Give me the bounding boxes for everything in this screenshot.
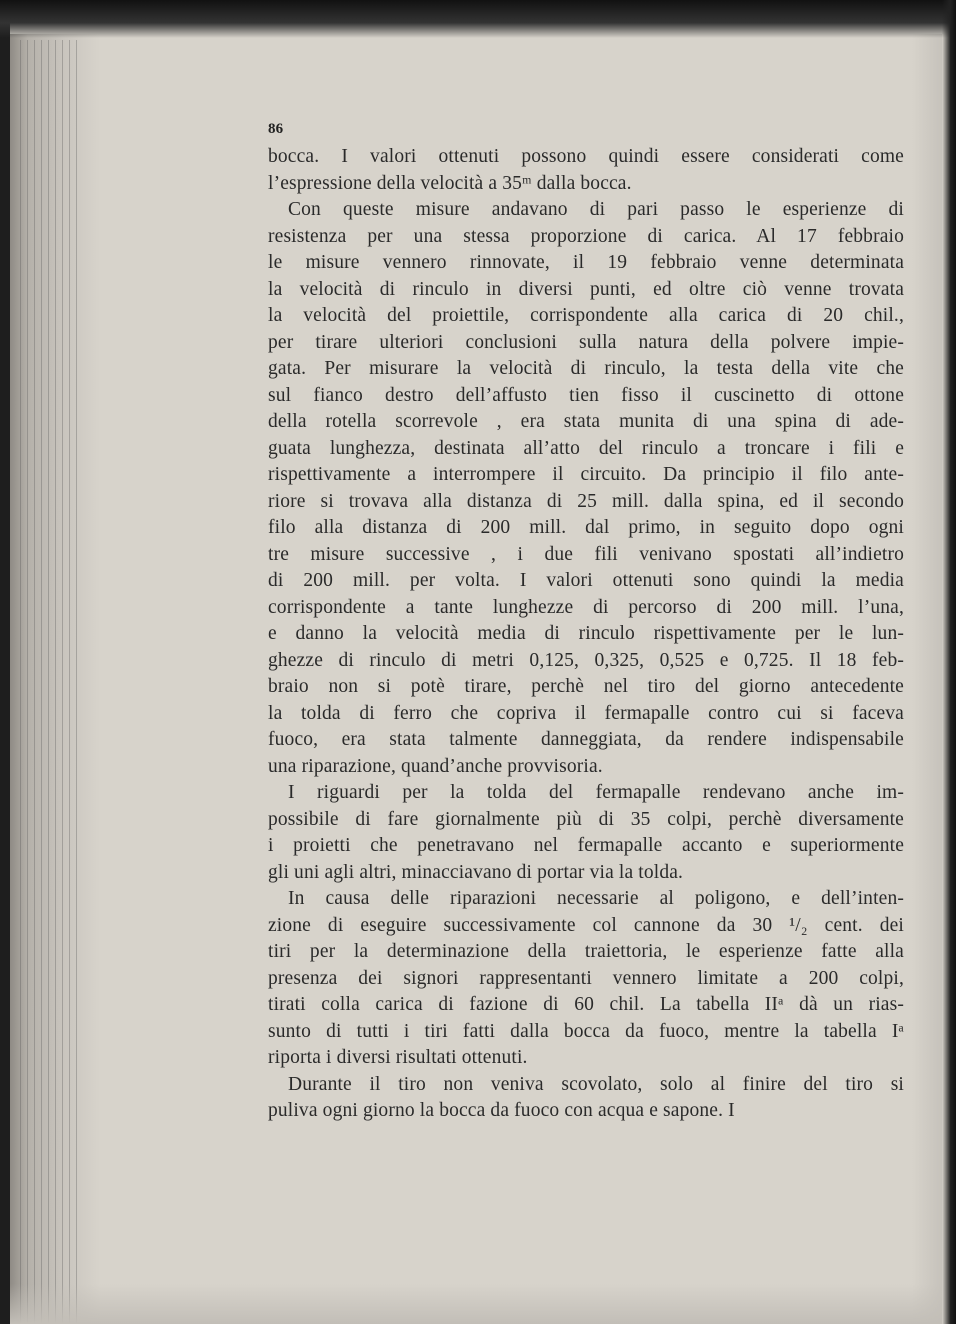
text-line: possibile di fare giornalmente più di 35 colpi, perchè diversamente [268, 808, 904, 830]
text-line: gata. Per misurare la velocità di rinculo, la testa della vite che [268, 358, 904, 379]
text-line: la velocità del proiettile, corrispondente alla carica di 20 chil., [268, 305, 904, 326]
scan-border-left [0, 0, 10, 1324]
text-line: braio non si potè tirare, perchè nel tiro del giorno antecedente [268, 676, 904, 697]
paragraphs [268, 144, 904, 1125]
text-line: bocca. I valori ottenuti possono quindi essere considerati come [268, 146, 904, 167]
text-line: per tirare ulteriori conclusioni sulla natura della polvere impie- [268, 331, 904, 353]
text-line: della rotella scorrevole , era stata munita di una spina di ade- [268, 411, 904, 432]
text-line: ghezze di rinculo di metri 0,125, 0,325, 0,525 e 0,725. Il 18 feb- [268, 649, 904, 671]
scan-border-right [942, 0, 956, 1324]
text-line: tiri per la determinazione della traiettoria, le esperienze fatte alla [268, 941, 904, 962]
text-line: rispettivamente a interrompere il circuito. Da principio il filo ante- [268, 464, 904, 485]
paragraph [268, 197, 904, 780]
text-line: I riguardi per la tolda del fermapalle rendevano anche im- [288, 782, 904, 803]
text-line: resistenza per una stessa proporzione di carica. Al 17 febbraio [268, 225, 904, 247]
text-line: l’espressione della velocità a 35ᵐ dalla bocca. [268, 172, 632, 194]
text-line: puliva ogni giorno la bocca da fuoco con acqua e sapone. I [268, 1100, 735, 1121]
text-line: Con queste misure andavano di pari passo le esperienze di [288, 199, 904, 220]
paragraph [268, 144, 904, 197]
text-line: e danno la velocità media di rinculo rispettivamente per le lun- [268, 623, 904, 644]
paragraph [268, 1072, 904, 1125]
scan-border-top [0, 0, 956, 38]
body-text [268, 118, 904, 1125]
bottom-page-shadow [10, 1284, 942, 1324]
text-line: una riparazione, quand’anche provvisoria. [268, 755, 603, 777]
text-line: sul fianco destro dell’affusto tien fisso il cuscinetto di ottone [268, 384, 904, 406]
text-line: Durante il tiro non veniva scovolato, solo al finire del tiro si [288, 1073, 904, 1095]
text-line: riore si trovava alla distanza di 25 mill. dalla spina, ed il secondo [268, 490, 904, 512]
text-line: tre misure successive , i due fili venivano spostati all’indietro [268, 543, 904, 565]
text-line: gli uni agli altri, minacciavano di portar via la tolda. [268, 861, 684, 883]
text-line: tirati colla carica di fazione di 60 chil. La tabella IIᵃ dà un rias- [268, 994, 904, 1015]
paragraph [268, 780, 904, 886]
text-line: filo alla distanza di 200 mill. dal primo, in seguito dopo ogni [268, 517, 904, 538]
text-line: guata lunghezza, destinata all’atto del rinculo a troncare i fili e [268, 437, 904, 459]
text-line: di 200 mill. per volta. I valori ottenuti sono quindi la media [268, 570, 904, 591]
text-line: le misure vennero rinnovate, il 19 febbraio venne determinata [268, 252, 904, 273]
text-line: sunto di tutti i tiri fatti dalla bocca da fuoco, mentre la tabella Iᵃ [268, 1020, 904, 1042]
right-page-shadow [912, 34, 942, 1324]
text-line: i proietti che penetravano nel fermapalle accanto e superiormente [268, 835, 904, 856]
page-number: 86 [268, 121, 284, 137]
text-line: la velocità di rinculo in diversi punti, ed oltre ciò venne trovata [268, 278, 904, 300]
text-line: fuoco, era stata talmente danneggiata, da rendere indispensabile [268, 729, 904, 750]
text-line: presenza dei signori rappresentanti vennero limitate a 200 colpi, [268, 967, 904, 989]
page-edge-lines [20, 40, 80, 1324]
text-line: In causa delle riparazioni necessarie al poligono, e dell’inten- [288, 888, 904, 909]
text-line: la tolda di ferro che copriva il fermapalle contro cui si faceva [268, 702, 904, 724]
text-line: zione di eseguire successivamente col cannone da 30 ¹/₂ cent. dei [268, 914, 904, 936]
text-line: corrispondente a tante lunghezze di percorso di 200 mill. l’una, [268, 596, 904, 618]
text-line: riporta i diversi risultati ottenuti. [268, 1047, 528, 1068]
paragraph [268, 886, 904, 1072]
